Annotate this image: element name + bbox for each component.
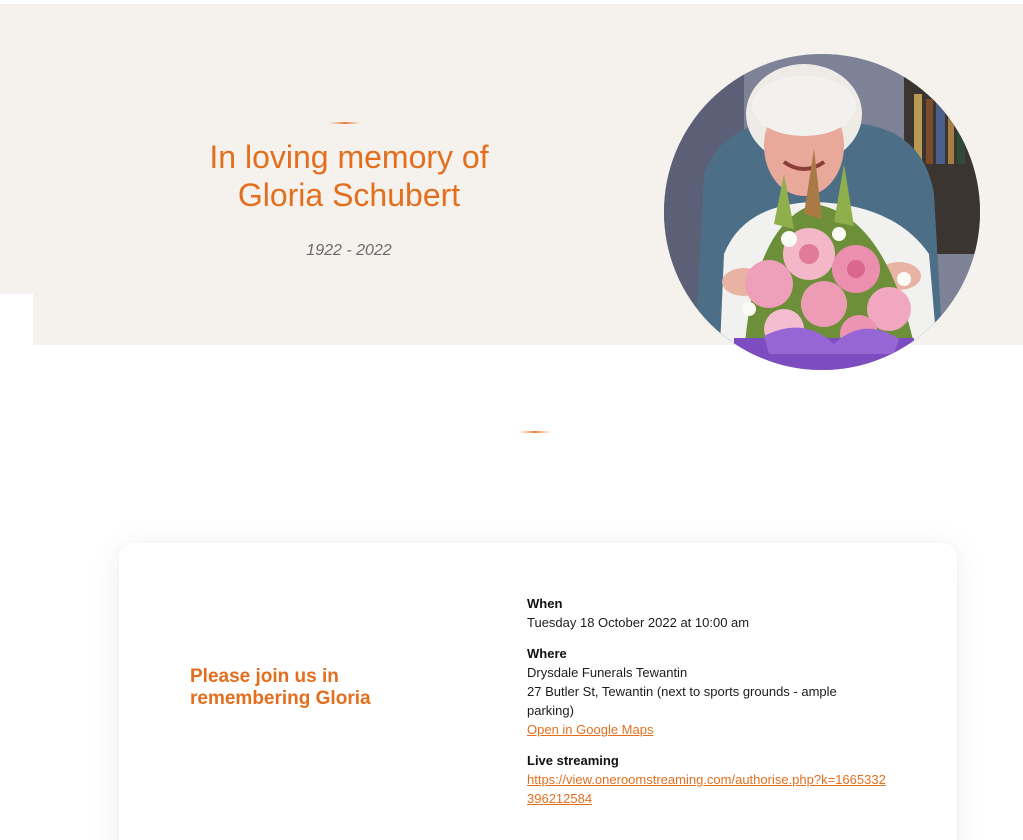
venue-address: 27 Butler St, Tewantin (next to sports grounds - ample parking) (527, 684, 837, 718)
live-streaming-section (527, 751, 887, 808)
deceased-name: Gloria Schubert (237, 177, 461, 213)
hero-title-line-1: In loving memory of (209, 139, 489, 175)
service-card (119, 543, 957, 840)
accent-divider (328, 122, 362, 124)
when-label: When (527, 596, 563, 611)
live-streaming-link[interactable]: https://view.oneroomstreaming.com/authorise.php?k=1665332396212584 (527, 772, 886, 806)
hero-title (150, 138, 548, 214)
section-divider (517, 431, 553, 433)
venue-name: Drysdale Funerals Tewantin (527, 665, 688, 680)
google-maps-link[interactable]: Open in Google Maps (527, 722, 654, 737)
when-section (527, 594, 887, 632)
live-streaming-label: Live streaming (527, 753, 619, 768)
service-details (527, 594, 887, 820)
service-heading (190, 666, 430, 710)
portrait-photo (664, 54, 980, 370)
service-heading-line-1: Please join us in (190, 666, 339, 687)
where-section (527, 644, 887, 739)
service-heading-line-2: remembering Gloria (190, 688, 371, 709)
portrait-illustration (664, 54, 980, 370)
where-label: Where (527, 646, 567, 661)
life-dates: 1922 - 2022 (306, 242, 392, 259)
when-value: Tuesday 18 October 2022 at 10:00 am (527, 615, 750, 630)
